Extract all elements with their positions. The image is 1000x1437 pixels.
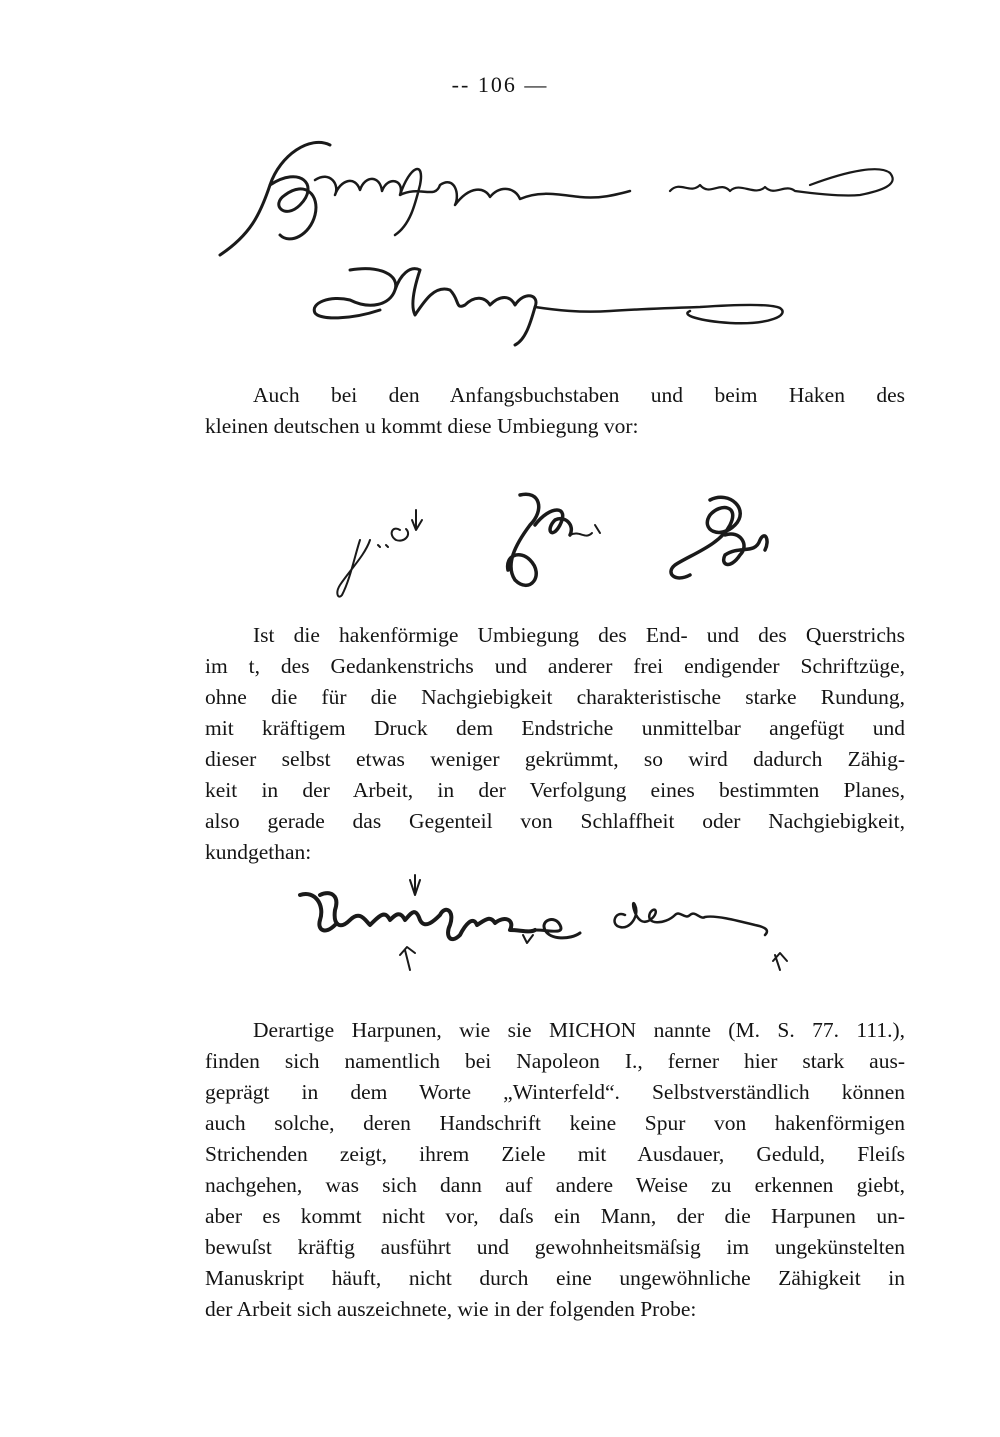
- paragraph-line: nachgehen, was sich dann auf andere Weise zu erkennen giebt,: [205, 1173, 905, 1197]
- paragraph-line: kundgethan:: [205, 840, 312, 864]
- paragraph-line: Auch bei den Anfangsbuchstaben und beim Haken des: [253, 383, 905, 407]
- paragraph-line: ohne die für die Nachgiebigkeit charakteristische starke Rundung,: [205, 685, 905, 709]
- paragraph-line: im t, des Gedankenstrichs und anderer frei endigender Schriftzüge,: [205, 654, 905, 678]
- paragraph-2: [205, 620, 905, 868]
- paragraph-line: keit in der Arbeit, in der Verfolgung eines bestimmten Planes,: [205, 778, 905, 802]
- paragraph-line: finden sich namentlich bei Napoleon I., ferner hier stark aus-: [205, 1049, 905, 1073]
- paragraph-3: [205, 1015, 905, 1325]
- paragraph-line: Ist die hakenförmige Umbiegung des End- und des Querstrichs: [253, 623, 905, 647]
- paragraph-line: Manuskript häuft, nicht durch eine ungewöhnliche Zähigkeit in: [205, 1266, 905, 1290]
- page-number: -- 106 —: [451, 72, 549, 97]
- paragraph-line: also gerade das Gegenteil von Schlaffheit oder Nachgiebigkeit,: [205, 809, 905, 833]
- paragraph-line: Derartige Harpunen, wie sie MICHON nannte (M. S. 77. 111.),: [253, 1018, 905, 1042]
- paragraph-1: [205, 380, 905, 442]
- paragraph-line: Strichenden zeigt, ihrem Ziele mit Ausdauer, Geduld, Fleiſs: [205, 1142, 905, 1166]
- handwriting-specimen-1: [210, 125, 910, 355]
- paragraph-line: kleinen deutschen u kommt diese Umbiegung vor:: [205, 414, 639, 438]
- handwriting-specimen-3: [295, 875, 805, 985]
- paragraph-line: geprägt in dem Worte „Winterfeld“. Selbstverständlich können: [205, 1080, 905, 1104]
- paragraph-line: auch solche, deren Handschrift keine Spur von hakenförmigen: [205, 1111, 905, 1135]
- paragraph-line: der Arbeit sich auszeichnete, wie in der folgenden Probe:: [205, 1297, 697, 1321]
- paragraph-line: aber es kommt nicht vor, daſs ein Mann, der die Harpunen un-: [205, 1204, 905, 1228]
- paragraph-line: bewuſst kräftig ausführt und gewohnheitsmäſsig im ungekünstelten: [205, 1235, 905, 1259]
- paragraph-line: mit kräftigem Druck dem Endstriche unmittelbar angefügt und: [205, 716, 905, 740]
- handwriting-specimen-2: [330, 485, 790, 605]
- paragraph-line: dieser selbst etwas weniger gekrümmt, so wird dadurch Zähig-: [205, 747, 905, 771]
